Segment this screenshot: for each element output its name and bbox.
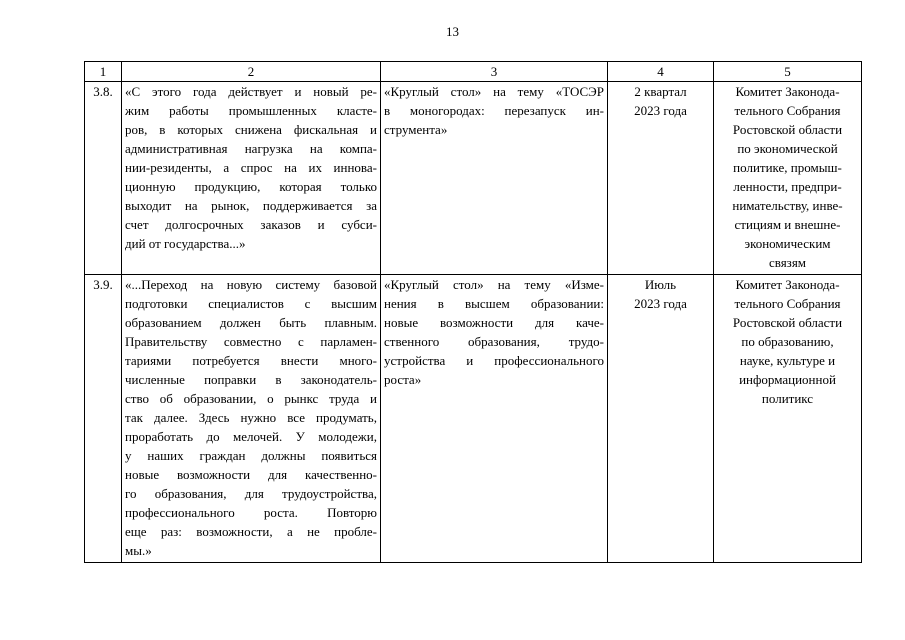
text-line: у наших граждан должны появиться xyxy=(125,448,377,463)
text-line: Комитет Законода- xyxy=(735,277,840,292)
text-line: «Круглый стол» на тему «ТОСЭР xyxy=(384,84,604,99)
row-number: 3.8. xyxy=(85,82,122,275)
text-line: новые возможности для качественно- xyxy=(125,467,377,482)
text-line: еще раз: возможности, а не пробле- xyxy=(125,524,377,539)
text-line: нимательству, инве- xyxy=(732,198,843,213)
text-line: мы.» xyxy=(125,543,152,558)
text-line: тельного Собрания xyxy=(734,103,841,118)
text-line: так далее. Здесь нужно все продумать, xyxy=(125,410,377,425)
text-line: ственного образования, трудо- xyxy=(384,334,604,349)
text-line: численные поправки в законодатель- xyxy=(125,372,377,387)
header-col-3: 3 xyxy=(381,62,608,82)
text-line: по экономической xyxy=(737,141,838,156)
text-line: жим работы промышленных класте- xyxy=(125,103,377,118)
header-col-1: 1 xyxy=(85,62,122,82)
header-col-4: 4 xyxy=(608,62,714,82)
text-line: политике, промыш- xyxy=(733,160,842,175)
text-line: го образования, для трудоустройства, xyxy=(125,486,377,501)
responsible-committee xyxy=(714,82,862,275)
text-line: связям xyxy=(768,255,807,270)
text-line: ство об образовании, о рынкс труда и xyxy=(125,391,377,406)
text-line: проработать до мелочей. У молодежи, xyxy=(125,429,377,444)
text-line: экономическим xyxy=(744,236,831,251)
text-line: роста» xyxy=(384,372,422,387)
row-number: 3.9. xyxy=(85,275,122,563)
text-line: 2023 года xyxy=(634,103,687,118)
text-line: Правительству совместно с парламен- xyxy=(125,334,377,349)
text-line: ров, в которых снижена фискальная и xyxy=(125,122,377,137)
text-line: нения в высшем образовании: xyxy=(384,296,604,311)
text-line: нии-резиденты, а спрос на их иннова- xyxy=(125,160,377,175)
responsible-committee xyxy=(714,275,862,563)
quote-text xyxy=(122,82,381,275)
text-line: выходит на рынок, поддерживается за xyxy=(125,198,377,213)
text-line: политикс xyxy=(761,391,814,406)
header-col-2: 2 xyxy=(122,62,381,82)
text-line: Ростовской области xyxy=(732,122,843,137)
text-line: науке, культуре и xyxy=(739,353,836,368)
event-period xyxy=(608,275,714,563)
text-line: «...Переход на новую систему базовой xyxy=(125,277,377,292)
text-line: счет долгосрочных заказов и субси- xyxy=(125,217,377,232)
text-line: Комитет Законода- xyxy=(735,84,840,99)
text-line: административная нагрузка на компа- xyxy=(125,141,377,156)
table-row xyxy=(85,275,862,563)
quote-text xyxy=(122,275,381,563)
plan-table xyxy=(84,61,862,563)
text-line: дий от государства...» xyxy=(125,236,246,251)
text-line: образованием должен быть плавным. xyxy=(125,315,377,330)
text-line: ленности, предпри- xyxy=(733,179,842,194)
text-line: по образованию, xyxy=(741,334,834,349)
text-line: новые возможности для каче- xyxy=(384,315,604,330)
header-col-5: 5 xyxy=(714,62,862,82)
text-line: струмента» xyxy=(384,122,448,137)
event-description xyxy=(381,82,608,275)
header-row xyxy=(85,62,862,82)
text-line: устройства и профессионального xyxy=(384,353,604,368)
text-line: 2023 года xyxy=(634,296,687,311)
table-header xyxy=(85,62,862,82)
text-line: ционную продукцию, которая только xyxy=(125,179,377,194)
text-line: «Круглый стол» на тему «Изме- xyxy=(384,277,604,292)
event-description xyxy=(381,275,608,563)
page-number: 13 xyxy=(446,24,459,39)
text-line: тельного Собрания xyxy=(734,296,841,311)
text-line: тариями потребуется внести много- xyxy=(125,353,377,368)
text-line: Июль xyxy=(644,277,677,292)
event-period xyxy=(608,82,714,275)
text-line: информационной xyxy=(739,372,836,387)
text-line: 2 квартал xyxy=(634,84,687,99)
text-line: «С этого года действует и новый ре- xyxy=(125,84,377,99)
text-line: подготовки специалистов с высшим xyxy=(125,296,377,311)
text-line: профессионального роста. Повторю xyxy=(125,505,377,520)
text-line: в моногородах: перезапуск ин- xyxy=(384,103,604,118)
text-line: Ростовской области xyxy=(732,315,843,330)
text-line: стициям и внешне- xyxy=(734,217,841,232)
table-row xyxy=(85,82,862,275)
